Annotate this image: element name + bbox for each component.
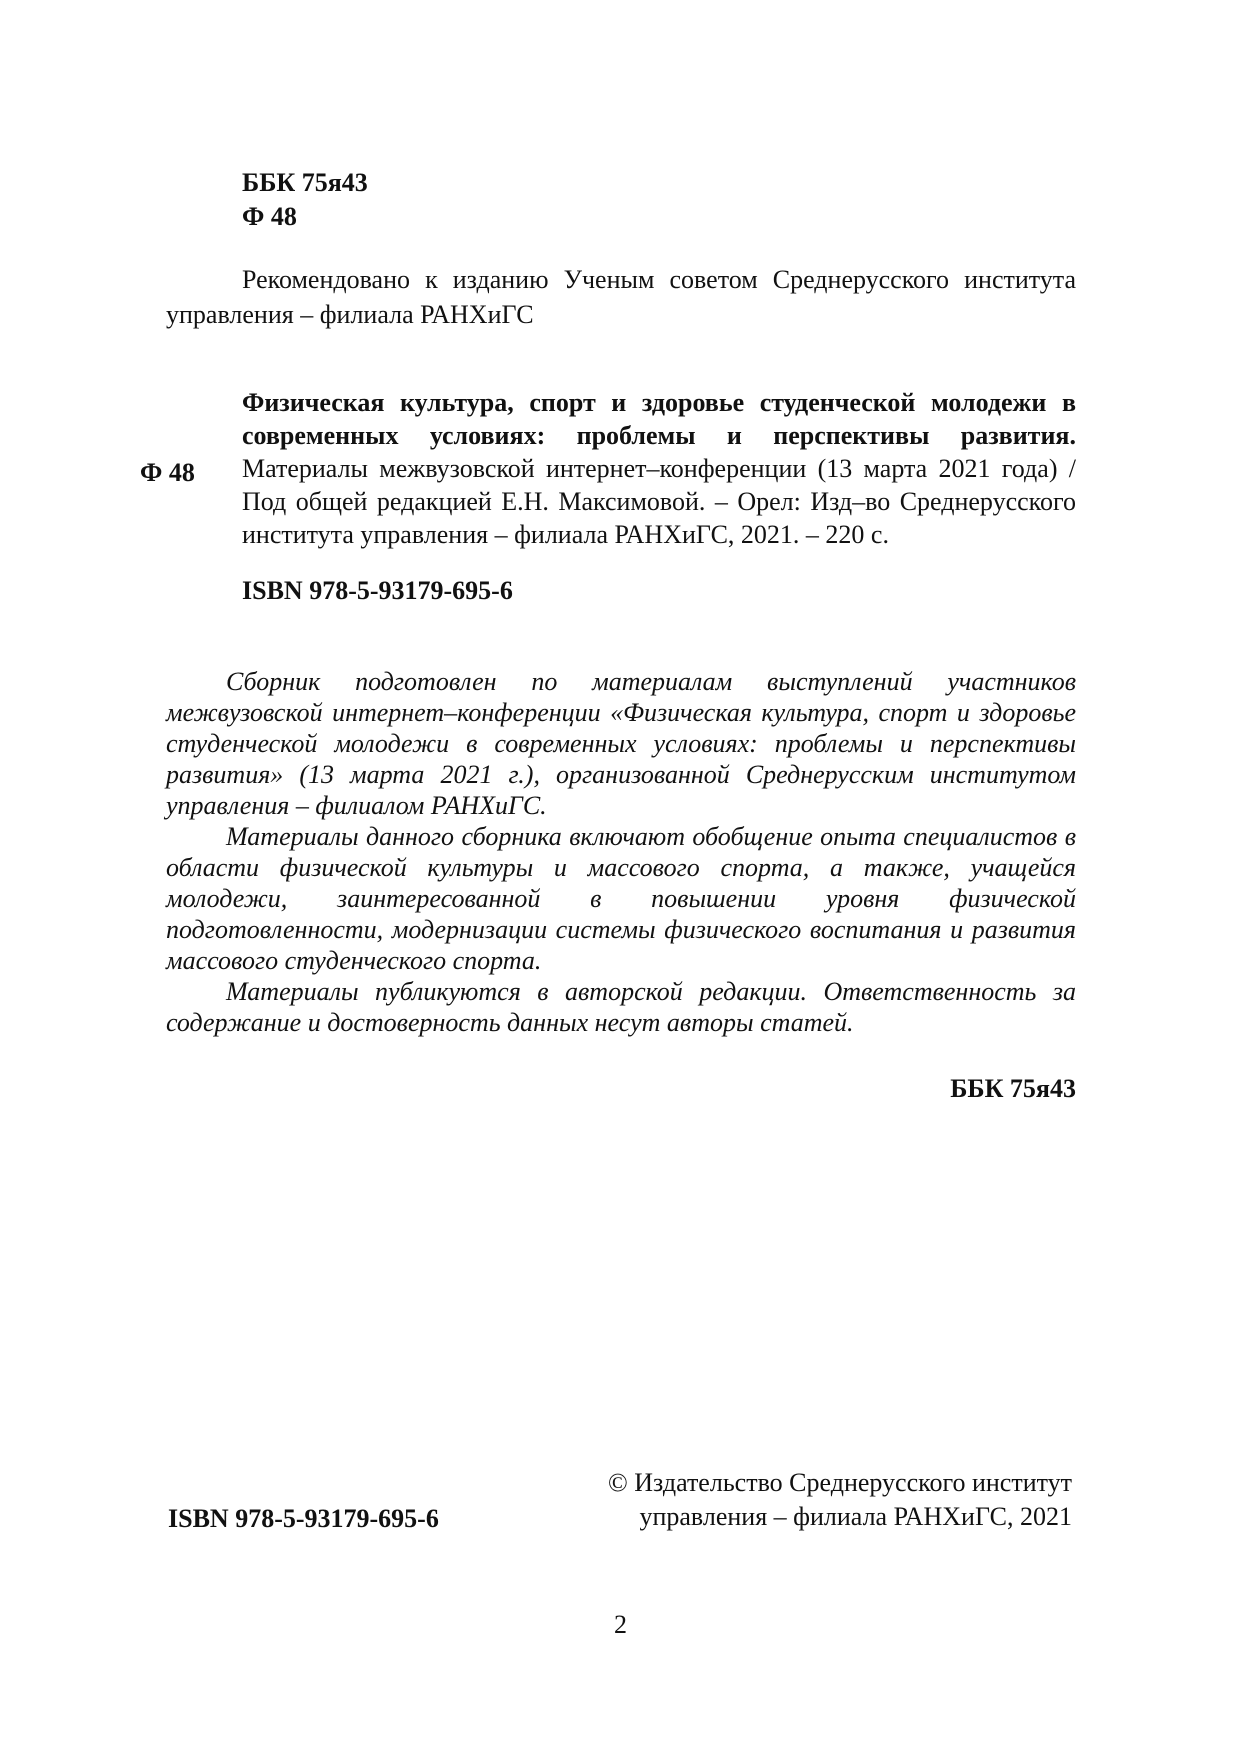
recommendation-text: Рекомендовано к изданию Ученым советом Среднерусского института управления – филиала РАНХиГС — [166, 265, 1076, 329]
annotation — [166, 666, 1076, 1038]
bbk-header — [242, 166, 368, 234]
copyright-line: управления – филиала РАНХиГС, 2021 — [639, 1502, 1072, 1531]
annotation-paragraph: Материалы данного сборника включают обобщение опыта специалистов в области физической культуры и массового спорта, а также, учащейся молодежи, заинтересованной в повышении уровня физической подготовленности, модернизации системы физического воспитания и развития массового студенческого спорта. — [166, 822, 1076, 975]
bbk-code: ББК 75я43 — [242, 168, 368, 197]
class-code: Ф 48 — [140, 458, 195, 487]
bibliographic-record — [242, 386, 1076, 551]
author-sign: Ф 48 — [242, 202, 297, 231]
bbk-bottom: ББК 75я43 — [950, 1074, 1076, 1103]
isbn-top: ISBN 978-5-93179-695-6 — [242, 576, 513, 605]
book-title: Физическая культура, спорт и здоровье студенческой молодежи в современных условиях: проблемы и перспективы развития. — [242, 388, 1076, 450]
copyright-block — [576, 1466, 1072, 1534]
annotation-paragraph: Материалы публикуются в авторской редакции. Ответственность за содержание и достоверность данных несут авторы статей. — [166, 977, 1076, 1037]
page-number: 2 — [614, 1610, 627, 1639]
annotation-paragraph: Сборник подготовлен по материалам выступлений участников межвузовской интернет–конференции «Физическая культура, спорт и здоровье студенческой молодежи в современных условиях: проблемы и перспективы развития» (13 марта 2021 г.), организованной Среднерусским институтом управления – филиалом РАНХиГС. — [166, 667, 1076, 820]
copyright-line: © Издательство Среднерусского институт — [608, 1468, 1072, 1497]
book-description: Материалы межвузовской интернет–конференции (13 марта 2021 года) / Под общей редакцией Е.Н. Максимовой. – Орел: Изд–во Среднерусского института управления – филиала РАНХиГС, 2021. – 220 с. — [242, 454, 1076, 549]
isbn-bottom: ISBN 978-5-93179-695-6 — [168, 1504, 439, 1533]
